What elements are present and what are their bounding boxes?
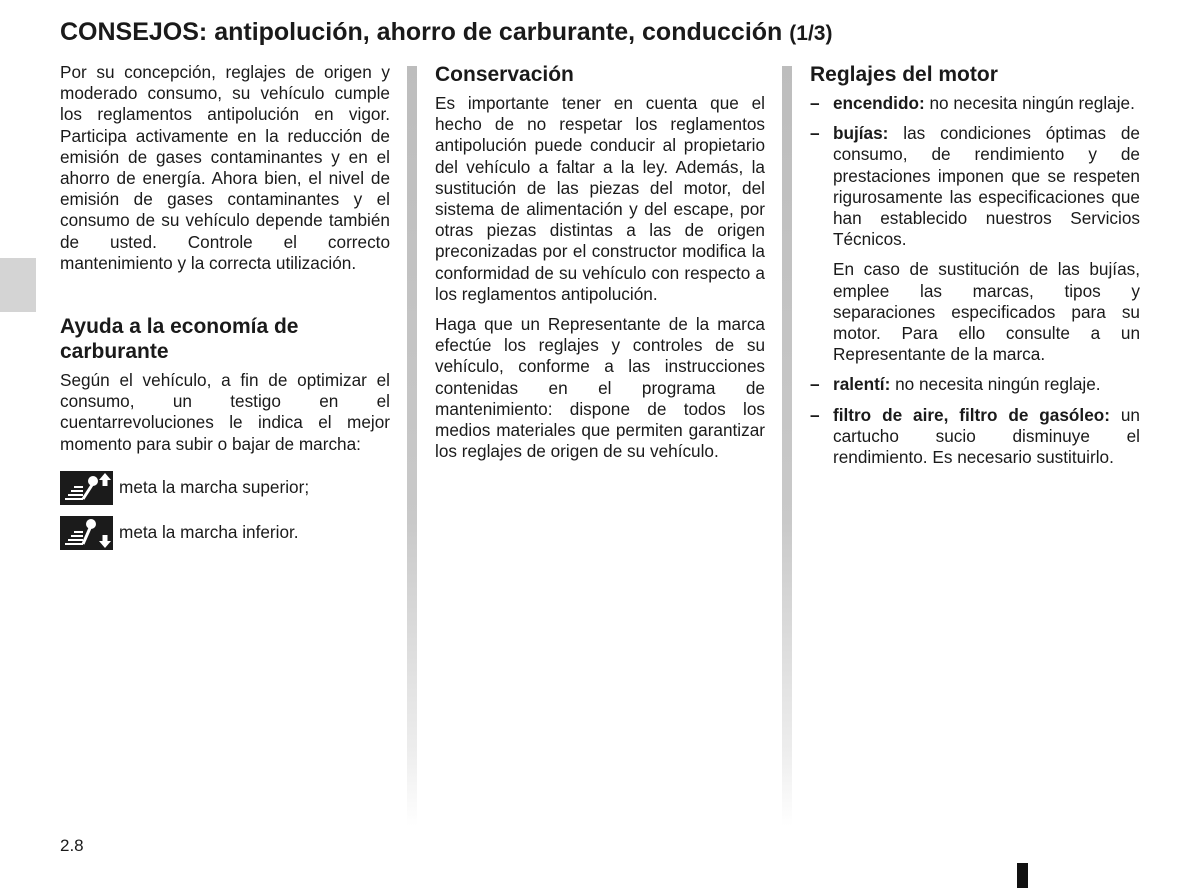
intro-paragraph: Por su concepción, reglajes de origen y moderado consumo, su vehículo cumple los reglamentos antipolución en vigor. Participa activamente en la reducción de emisión de gases contaminantes y en el ahorro de energía. Ahora bien, el nivel de emisión de gases contaminantes y el consumo de su vehículo depende también de usted. Controle el correcto mantenimiento y la correcta utilización. xyxy=(60,62,390,273)
conservation-heading: Conservación xyxy=(435,63,574,86)
corner-mark xyxy=(1017,863,1028,888)
gear-shift-up-icon xyxy=(60,471,113,505)
column-middle xyxy=(435,62,765,462)
engine-settings-list xyxy=(810,93,1140,468)
list-item xyxy=(810,93,1140,114)
list-item-term: filtro de aire, filtro de gasóleo: xyxy=(833,404,1110,425)
list-item-text: En caso de sustitución de las bujías, emplee las marcas, tipos y separaciones especificados para su motor. Para ello consulte a un Representante de la marca. xyxy=(833,259,1140,365)
list-item-term: ralentí: xyxy=(833,374,891,395)
column-divider-left xyxy=(407,66,417,826)
list-item xyxy=(810,405,1140,469)
list-item-text: un cartucho sucio disminuye el rendimiento. Es necesario sustituirlo. xyxy=(833,404,1140,468)
list-item-text: no necesita ningún reglaje. xyxy=(890,374,1101,395)
economy-heading: Ayuda a la economía de carburante xyxy=(60,315,299,364)
gear-up-label: meta la marcha superior; xyxy=(119,477,310,498)
gear-shift-down-icon xyxy=(60,516,113,550)
page-title-text: CONSEJOS: antipolución, ahorro de carburante, conducción xyxy=(60,18,783,46)
gear-down-label: meta la marcha inferior. xyxy=(119,522,299,543)
column-right xyxy=(810,62,1140,468)
list-item xyxy=(810,123,1140,250)
list-item-continuation xyxy=(810,259,1140,365)
list-item-term: encendido: xyxy=(833,93,925,113)
engine-settings-heading: Reglajes del motor xyxy=(810,63,998,86)
conservation-paragraph: Es importante tener en cuenta que el hecho de no respetar los reglamentos antipolución puede conducir al propietario del vehículo a faltar a la ley. Además, la sustitución de las piezas del motor, del sistema de alimentación y del escape, por otras piezas distintas a las de origen preconizadas por el constructor modifica la conformidad de su vehículo con respecto a los reglamentos antipolución. xyxy=(435,93,765,304)
list-item-term: bujías: xyxy=(833,123,889,144)
gear-up-row xyxy=(60,471,390,505)
economy-paragraph: Según el vehículo, a fin de optimizar el consumo, un testigo en el cuentarrevoluciones le indica el mejor momento para subir o bajar de marcha: xyxy=(60,370,390,454)
page-part-indicator: (1/3) xyxy=(789,22,833,45)
gear-down-row xyxy=(60,516,390,550)
chapter-side-tab xyxy=(0,258,36,312)
page-title xyxy=(60,18,832,47)
column-divider-right xyxy=(782,66,792,826)
list-item-text: las condiciones óptimas de consumo, de rendimiento y de prestaciones imponen que se respeten rigurosamente las especificaciones que han establecido nuestros Servicios Técnicos. xyxy=(833,123,1140,250)
column-left xyxy=(60,62,390,550)
page-number: 2.8 xyxy=(60,836,84,855)
list-item xyxy=(810,374,1140,395)
conservation-paragraph: Haga que un Representante de la marca efectúe los reglajes y controles de su vehículo, conforme a las instrucciones contenidas en el programa de mantenimiento: dispone de todos los medios materiales que permiten garantizar los reglajes de origen de su vehículo. xyxy=(435,314,765,462)
list-item-text: no necesita ningún reglaje. xyxy=(924,93,1135,113)
